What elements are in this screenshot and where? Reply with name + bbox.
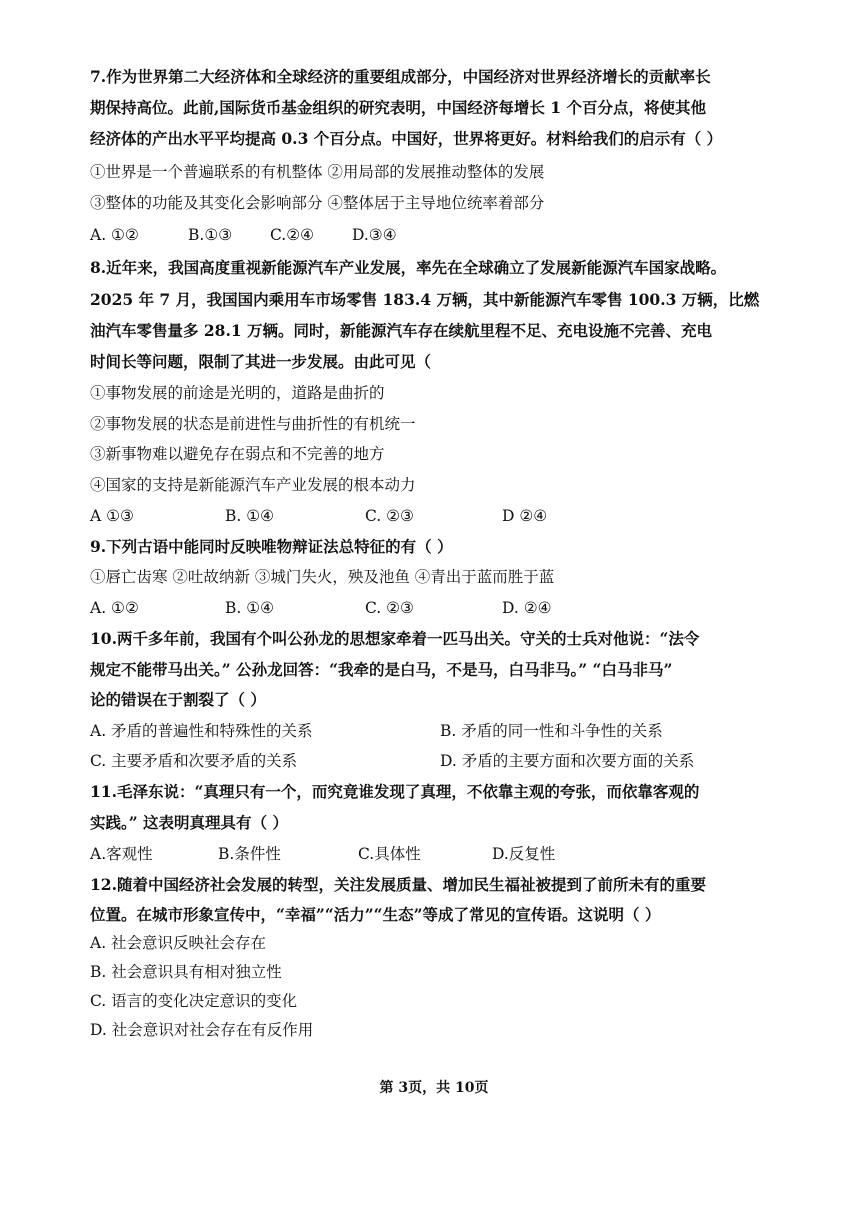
q8-option-b[interactable]: B. ①④ (225, 507, 275, 525)
q7-statement-line-1: ①世界是一个普遍联系的有机整体 ②用局部的发展推动整体的发展 (90, 163, 545, 181)
q8-option-d[interactable]: D ②④ (502, 507, 548, 525)
q8-stem-line-2: 2025 年 7 月，我国国内乘用车市场零售 183.4 万辆，其中新能源汽车零售 100.3 万辆，比燃 (90, 290, 760, 309)
q7-option-b[interactable]: B.①③ (188, 226, 233, 244)
q12-stem-line-2: 位置。在城市形象宣传中，“幸福”“活力”“生态”等成了常见的宣传语。这说明（ ） (90, 905, 661, 924)
q9-option-c[interactable]: C. ②③ (365, 599, 414, 617)
q10-stem-line-3: 论的错误在于割裂了（ ） (90, 690, 266, 709)
q12-option-c[interactable]: C. 语言的变化决定意识的变化 (90, 992, 298, 1010)
q7-statement-line-2: ③整体的功能及其变化会影响部分 ④整体居于主导地位统率着部分 (90, 194, 545, 212)
q7-stem-line-1: 7.作为世界第二大经济体和全球经济的重要组成部分，中国经济对世界经济增长的贡献率长 (90, 67, 711, 86)
q8-option-a[interactable]: A ①③ (90, 507, 134, 525)
q11-stem-line-1: 11.毛泽东说：“真理只有一个，而究竟谁发现了真理，不依靠主观的夸张，而依靠客观的 (90, 782, 700, 801)
q8-statement-line-1: ①事物发展的前途是光明的，道路是曲折的 (90, 384, 385, 402)
q8-stem-line-4: 时间长等问题，限制了其进一步发展。由此可见（ (90, 352, 432, 371)
q9-option-d[interactable]: D. ②④ (502, 599, 552, 617)
q8-statement-line-4: ④国家的支持是新能源汽车产业发展的根本动力 (90, 476, 416, 494)
q9-statements: ①唇亡齿寒 ②吐故纳新 ③城门失火，殃及池鱼 ④青出于蓝而胜于蓝 (90, 568, 555, 586)
q12-stem-line-1: 12.随着中国经济社会发展的转型，关注发展质量、增加民生福祉被提到了前所未有的重要 (90, 875, 706, 894)
q11-option-b[interactable]: B.条件性 (218, 845, 281, 863)
q12-option-a[interactable]: A. 社会意识反映社会存在 (90, 934, 267, 952)
q10-option-b[interactable]: B. 矛盾的同一性和斗争性的关系 (440, 722, 663, 740)
q7-option-c[interactable]: C.②④ (270, 226, 315, 244)
q12-option-b[interactable]: B. 社会意识具有相对独立性 (90, 963, 282, 981)
q9-option-a[interactable]: A. ①② (90, 599, 139, 617)
q10-stem-line-2: 规定不能带马出关。” 公孙龙回答：“我牵的是白马，不是马，白马非马。” “白马非马” (90, 660, 673, 679)
q7-stem-line-2: 期保持高位。此前,国际货币基金组织的研究表明，中国经济每增长 1 个百分点，将使其他 (90, 98, 706, 117)
q10-option-a[interactable]: A. 矛盾的普遍性和特殊性的关系 (90, 722, 313, 740)
q10-option-c[interactable]: C. 主要矛盾和次要矛盾的关系 (90, 752, 298, 770)
q8-stem-line-1: 8.近年来，我国高度重视新能源汽车产业发展，率先在全球确立了发展新能源汽车国家战略。 (90, 258, 727, 277)
q8-stem-line-3: 油汽车零售量多 28.1 万辆。同时，新能源汽车存在续航里程不足、充电设施不完善、充电 (90, 321, 713, 340)
q12-option-d[interactable]: D. 社会意识对社会存在有反作用 (90, 1021, 314, 1039)
q9-stem-line-1: 9.下列古语中能同时反映唯物辩证法总特征的有（ ） (90, 537, 453, 556)
q11-option-d[interactable]: D.反复性 (492, 845, 556, 863)
q8-option-c[interactable]: C. ②③ (365, 507, 414, 525)
q10-stem-line-1: 10.两千多年前，我国有个叫公孙龙的思想家牵着一匹马出关。守关的士兵对他说：“法令 (90, 629, 700, 648)
q10-option-d[interactable]: D. 矛盾的主要方面和次要方面的关系 (440, 752, 695, 770)
q7-option-a[interactable]: A. ①② (90, 226, 139, 244)
q8-statement-line-2: ②事物发展的状态是前进性与曲折性的有机统一 (90, 415, 416, 433)
q11-option-c[interactable]: C.具体性 (358, 845, 421, 863)
q11-option-a[interactable]: A.客观性 (90, 845, 153, 863)
q7-option-d[interactable]: D.③④ (352, 226, 397, 244)
q11-stem-line-2: 实践。” 这表明真理具有（ ） (90, 813, 288, 832)
page-number-footer: 第 3页，共 10页 (379, 1080, 489, 1096)
q7-stem-line-3: 经济体的产出水平平均提高 0.3 个百分点。中国好，世界将更好。材料给我们的启示有（ ） (90, 129, 723, 148)
q8-statement-line-3: ③新事物难以避免存在弱点和不完善的地方 (90, 445, 385, 463)
q9-option-b[interactable]: B. ①④ (225, 599, 275, 617)
